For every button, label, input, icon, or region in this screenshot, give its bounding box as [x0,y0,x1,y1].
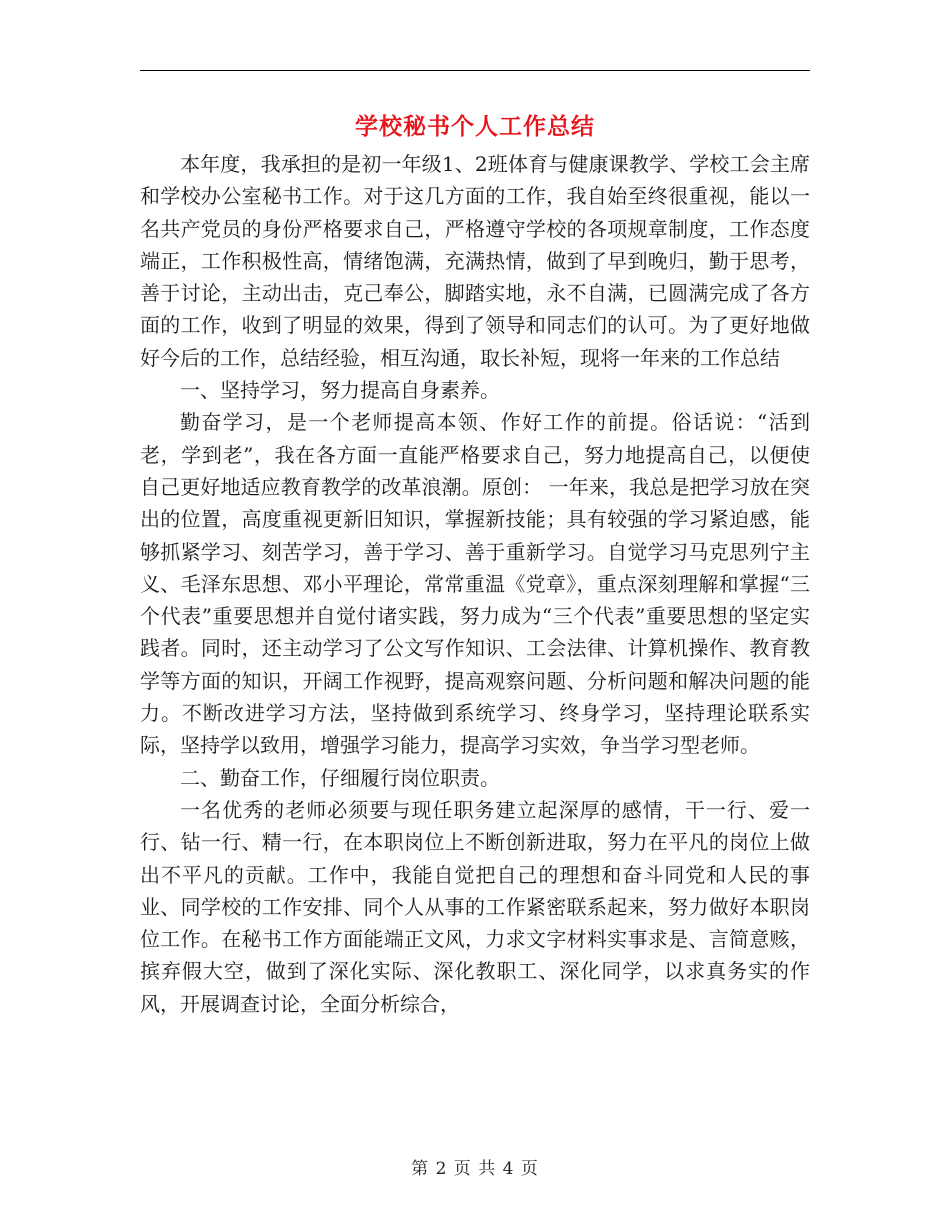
header-rule [140,70,810,71]
document-body [140,148,810,1020]
section-heading-2: 二、勤奋工作，仔细履行岗位职责。 [180,765,500,790]
section-heading-1: 一、坚持学习，努力提高自身素养。 [180,378,500,403]
paragraph-study: 勤奋学习，是一个老师提高本领、作好工作的前提。俗话说：“活到老，学到老”，我在各方面一直能严格要求自己，努力地提高自己，以便使自己更好地适应教育教学的改革浪潮。原创： 一年来，我总是把学习放在突出的位置，高度重视更新旧知识，掌握新技能；具有较强的学习紧迫感，能够抓紧学习、刻苦学习，善于学习、善于重新学习。自觉学习马克思列宁主义、毛泽东思想、邓小平理论，常常重温《党章》，重点深刻理解和掌握“三个代表”重要思想并自觉付诸实践，努力成为“三个代表”重要思想的坚定实践者。同时，还主动学习了公文写作知识、工会法律、计算机操作、教育教学等方面的知识，开阔工作视野，提高观察问题、分析问题和解决问题的能力。不断改进学习方法，坚持做到系统学习、终身学习，坚持理论联系实际，坚持学以致用，增强学习能力，提高学习实效，争当学习型老师。 [140,410,810,758]
paragraph-work: 一名优秀的老师必须要与现任职务建立起深厚的感情，干一行、爱一行、钻一行、精一行，在本职岗位上不断创新进取，努力在平凡的岗位上做出不平凡的贡献。工作中，我能自觉把自己的理想和奋斗同党和人民的事业、同学校的工作安排、同个人从事的工作紧密联系起来，努力做好本职岗位工作。在秘书工作方面能端正文风，力求文字材料实事求是、言简意赅，摈弃假大空，做到了深化实际、深化教职工、深化同学，以求真务实的作风，开展调查讨论，全面分析综合， [140,797,810,1016]
paragraph-intro: 本年度，我承担的是初一年级1、2班体育与健康课教学、学校工会主席和学校办公室秘书工作。对于这几方面的工作，我自始至终很重视，能以一名共产党员的身份严格要求自己，严格遵守学校的各项规章制度，工作态度端正，工作积极性高，情绪饱满，充满热情，做到了早到晚归，勤于思考，善于讨论，主动出击，克己奉公，脚踏实地，永不自满，已圆满完成了各方面的工作，收到了明显的效果，得到了领导和同志们的认可。为了更好地做好今后的工作，总结经验，相互沟通，取长补短，现将一年来的工作总结 [140,152,810,370]
page-footer: 第 2 页 共 4 页 [411,1159,539,1179]
document-title: 学校秘书个人工作总结 [355,113,595,140]
